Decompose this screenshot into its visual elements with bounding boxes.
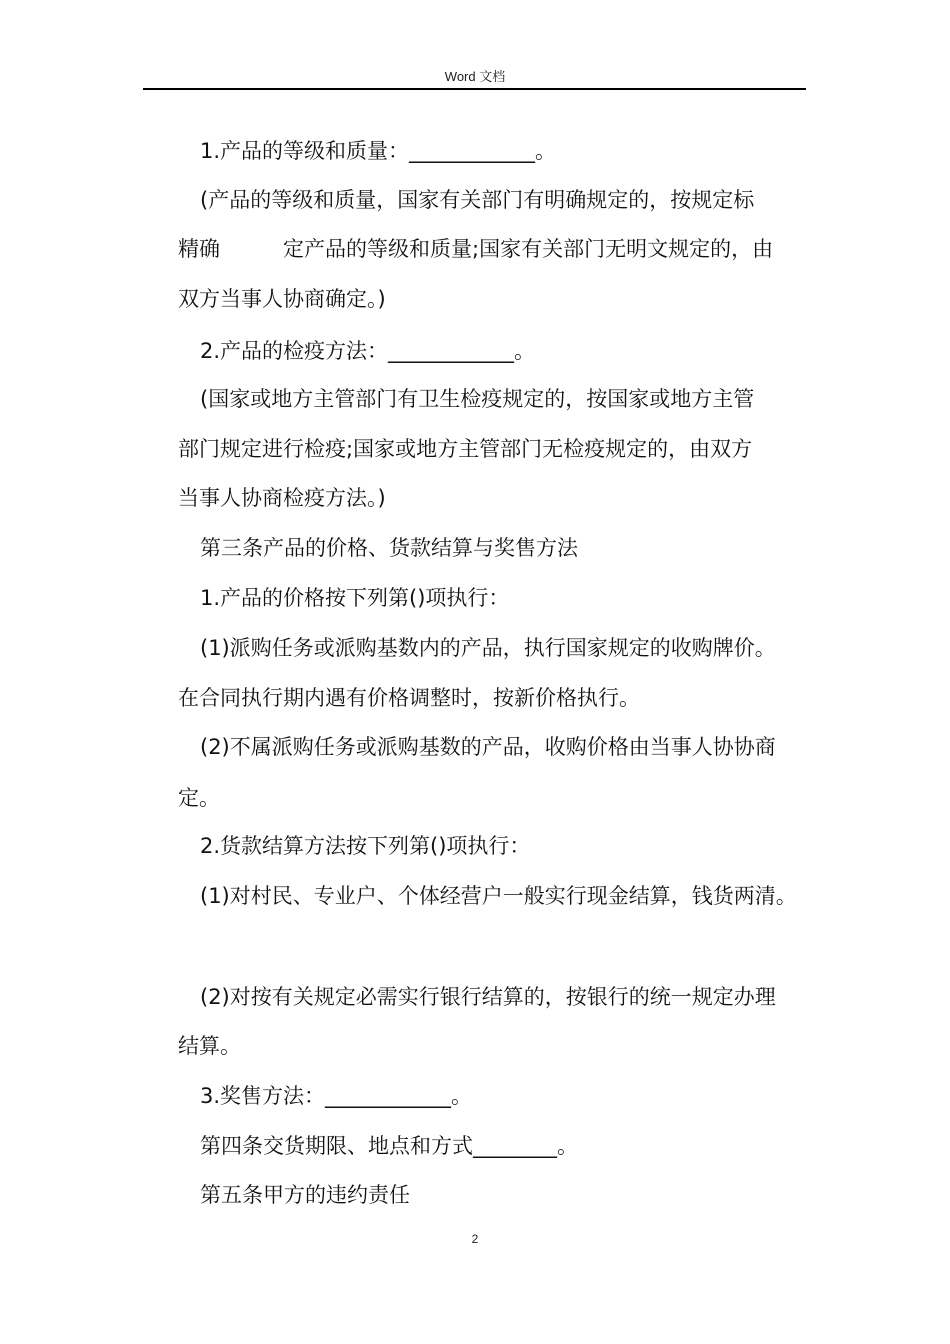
paragraph-line: 部门规定进行检疫;国家或地方主管部门无检疫规定的，由双方 [178,437,753,461]
page-number: 2 [471,1232,479,1246]
paragraph-line: (产品的等级和质量，国家有关部门有明确规定的，按规定标 [200,188,755,212]
paragraph-line: 第五条甲方的违约责任 [200,1183,410,1207]
paragraph-line: (国家或地方主管部门有卫生检疫规定的，按国家或地方主管 [200,387,755,411]
paragraph-line: 第四条交货期限、地点和方式________。 [200,1134,578,1158]
paragraph-line: 3.奖售方法：____________。 [200,1084,473,1108]
header-divider [143,88,806,90]
paragraph-line: 在合同执行期内遇有价格调整时，按新价格执行。 [178,686,640,710]
paragraph-line: 1.产品的价格按下列第()项执行： [200,586,510,610]
paragraph-line: (2)不属派购任务或派购基数的产品，收购价格由当事人协协商 [200,735,776,759]
paragraph-line: 第三条产品的价格、货款结算与奖售方法 [200,536,578,560]
paragraph-line: 结算。 [178,1034,241,1058]
page-header: Word 文档 [444,69,506,84]
paragraph-line: 2.货款结算方法按下列第()项执行： [200,834,531,858]
paragraph-line: 1.产品的等级和质量：____________。 [200,139,557,163]
paragraph-line: (2)对按有关规定必需实行银行结算的，按银行的统一规定办理 [200,985,776,1009]
paragraph-line: 定。 [178,786,220,810]
paragraph-line: 精确 定产品的等级和质量;国家有关部门无明文规定的，由 [178,237,774,261]
paragraph-line: (1)派购任务或派购基数内的产品，执行国家规定的收购牌价。 [200,636,776,660]
paragraph-line: 2.产品的检疫方法：____________。 [200,339,536,363]
paragraph-line: 双方当事人协商确定。) [178,287,386,311]
paragraph-line: (1)对村民、专业户、个体经营户一般实行现金结算，钱货两清。 [200,884,797,908]
paragraph-line: 当事人协商检疫方法。) [178,486,386,510]
